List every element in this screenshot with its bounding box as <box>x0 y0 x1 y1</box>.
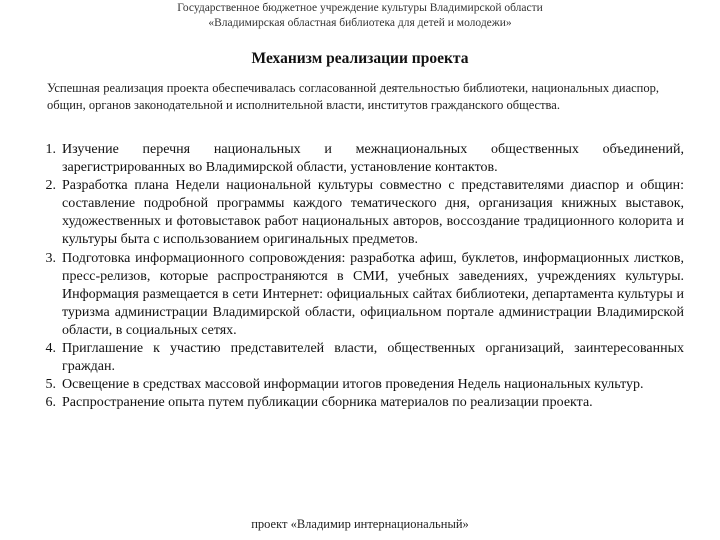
list-item-text: Подготовка информационного сопровождения: разработка афиш, буклетов, информационных листков, пресс-релизов, которые распространяются в СМИ, учебных заведениях, учреждениях культуры. Информация размещается в сети Интернет: официальных сайтах библиотеки, департамента культуры и туризма администрации Владимирской области, официальном портале администрации Владимирской области, в социальных сетях. <box>62 250 684 338</box>
list-item <box>24 250 684 340</box>
list-item <box>24 376 684 394</box>
list-item <box>24 394 684 412</box>
list-item-number: 1. <box>45 142 56 157</box>
list-item <box>24 177 684 249</box>
project-footer: проект «Владимир интернациональный» <box>251 517 469 531</box>
list-item-number: 4. <box>45 341 56 357</box>
list-item-text: Приглашение к участию представителей власти, общественных организаций, заинтересованных граждан. <box>62 341 684 375</box>
list-item <box>24 340 684 376</box>
intro-paragraph: Успешная реализация проекта обеспечивалась согласованной деятельностью библиотеки, национальных диаспор, общин, органов законодательной и исполнительной власти, институтов гражданского общества. <box>47 81 659 112</box>
steps-list <box>24 141 684 412</box>
list-item-number: 2. <box>45 178 56 194</box>
list-item-text: Освещение в средствах массовой информации итогов проведения Недель национальных культур. <box>62 377 644 393</box>
institution-line-1: Государственное бюджетное учреждение культуры Владимирской области <box>177 2 543 14</box>
list-item-text: Разработка плана Недели национальной культуры совместно с представителями диаспор и общин: составление подробной программы каждого тематического дня, организация книжных выставок, художественных и фотовыставок работ национальных авторов, воссоздание традиционного колорита и культуры быта с использованием оригинальных предметов. <box>62 178 684 248</box>
institution-header <box>0 1 720 31</box>
list-item-number: 5. <box>45 377 56 393</box>
institution-line-2: «Владимирская областная библиотека для детей и молодежи» <box>208 17 512 29</box>
list-item-number: 3. <box>45 250 56 266</box>
list-item <box>24 141 684 177</box>
list-item-text: Изучение перечня национальных и межнациональных общественных объединений, зарегистрированных во Владимирской области, установление контактов. <box>62 142 684 176</box>
page-title: Механизм реализации проекта <box>251 50 469 67</box>
list-item-text: Распространение опыта путем публикации сборника материалов по реализации проекта. <box>62 395 593 411</box>
list-item-number: 6. <box>45 395 56 411</box>
